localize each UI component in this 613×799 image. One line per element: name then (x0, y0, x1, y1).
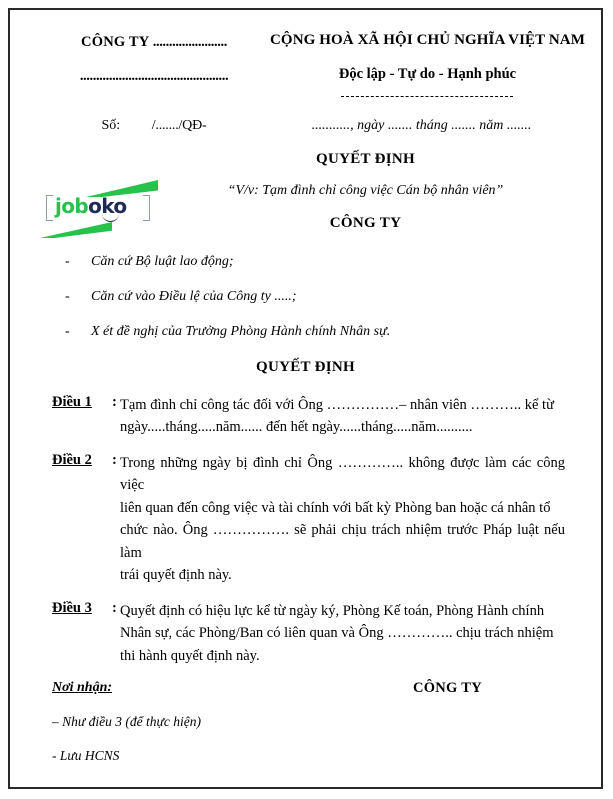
header-company-block (38, 32, 270, 85)
basis-text: Căn cứ vào Điều lệ của Công ty .....; (91, 289, 297, 304)
article-3-label: Điều 3 (52, 599, 92, 616)
document-subtitle: “V/v: Tạm đình chỉ công việc Cán bộ nhân viên” (227, 183, 504, 198)
company-second-dotted-line: .............................................. (79, 68, 229, 84)
basis-dash: - (65, 324, 70, 339)
so-label: Số: (101, 118, 121, 133)
logo-bracket-right-icon (143, 195, 150, 221)
signature-block (352, 680, 573, 764)
header-nation-block (270, 32, 585, 97)
recipients-block (52, 680, 352, 764)
articles-section (38, 394, 573, 667)
date-line: ..........., ngày ....... tháng ....... năm ....... (311, 118, 532, 133)
so-value: /......./QĐ- (151, 118, 207, 133)
logo-text-oko: oko (88, 194, 127, 218)
article-1-line-1: Tạm đình chỉ công tác đối với Ông ……………– nhân viên ……….. kể từ (120, 397, 554, 413)
article-3-colon: : (112, 599, 117, 616)
article-2-line-3: chức nào. Ông ……………. sẽ phải chịu trách nhiệm trước Pháp luật nếu làm (120, 522, 565, 561)
document-body (10, 10, 601, 787)
logo-wordmark (46, 193, 150, 223)
document-page-frame (8, 8, 603, 789)
article-1-body (120, 394, 565, 439)
document-number-block (38, 118, 270, 134)
nation-motto: Độc lập - Tự do - Hạnh phúc (338, 66, 517, 82)
basis-dash: - (65, 289, 70, 304)
article-1 (52, 394, 565, 439)
recipient-item: – Như điều 3 (để thực hiện) (52, 714, 201, 730)
logo-smile-icon (102, 212, 119, 222)
legal-basis-list (38, 254, 573, 340)
article-3-body (120, 600, 565, 667)
article-3-line-1: Quyết định có hiệu lực kể từ ngày ký, Phòng Kế toán, Phòng Hành chính (120, 602, 545, 619)
decision-heading: QUYẾT ĐỊNH (256, 359, 355, 375)
nation-title: CỘNG HOÀ XÃ HỘI CHỦ NGHĨA VIỆT NAM (270, 32, 585, 48)
article-2-line-2: liên quan đến công việc và tài chính với bất kỳ Phòng ban hoặc cá nhân tổ (120, 499, 551, 516)
logo-slash-bottom-icon (40, 222, 112, 238)
company-name-line (38, 34, 270, 51)
logo-text-job: job (55, 194, 89, 218)
article-2-line-4: trái quyết định này. (120, 567, 232, 584)
joboko-logo (38, 178, 160, 240)
recipients-label: Nơi nhận: (52, 680, 113, 696)
article-2-line-1: Trong những ngày bị đình chỉ Ông ………….. không được làm các công việc (120, 454, 565, 494)
basis-dash: - (65, 254, 70, 269)
list-item (65, 289, 573, 305)
basis-text: Căn cứ Bộ luật lao động; (91, 254, 234, 269)
document-header (38, 32, 585, 97)
document-company-heading: CÔNG TY (329, 215, 402, 231)
signature-company-label: CÔNG TY (412, 680, 483, 697)
company-label: CÔNG TY (81, 34, 149, 50)
list-item (65, 254, 573, 270)
basis-text: X ét đề nghị của Trưởng Phòng Hành chính Nhân sự. (91, 324, 391, 339)
document-footer (38, 680, 573, 764)
article-1-colon: : (112, 394, 117, 410)
article-1-label: Điều 1 (52, 394, 92, 410)
company-dots: ....................... (152, 34, 227, 50)
reference-row (38, 118, 573, 134)
document-title: QUYẾT ĐỊNH (316, 151, 415, 167)
list-item (65, 324, 573, 340)
article-3 (52, 600, 565, 667)
article-3-line-2: Nhân sự, các Phòng/Ban có liên quan và Ông ………….. chịu trách nhiệm (120, 625, 554, 642)
article-2 (52, 452, 565, 587)
logo-bracket-left-icon (46, 195, 53, 221)
article-2-body (120, 452, 565, 587)
article-2-label: Điều 2 (52, 451, 92, 468)
recipient-item: - Lưu HCNS (52, 748, 120, 764)
motto-dashed-rule (341, 96, 513, 97)
article-3-line-3: thi hành quyết định này. (120, 647, 260, 664)
article-2-colon: : (112, 451, 117, 468)
article-1-line-2: ngày.....tháng.....năm...... đến hết ngày......tháng.....năm.......... (120, 419, 473, 436)
